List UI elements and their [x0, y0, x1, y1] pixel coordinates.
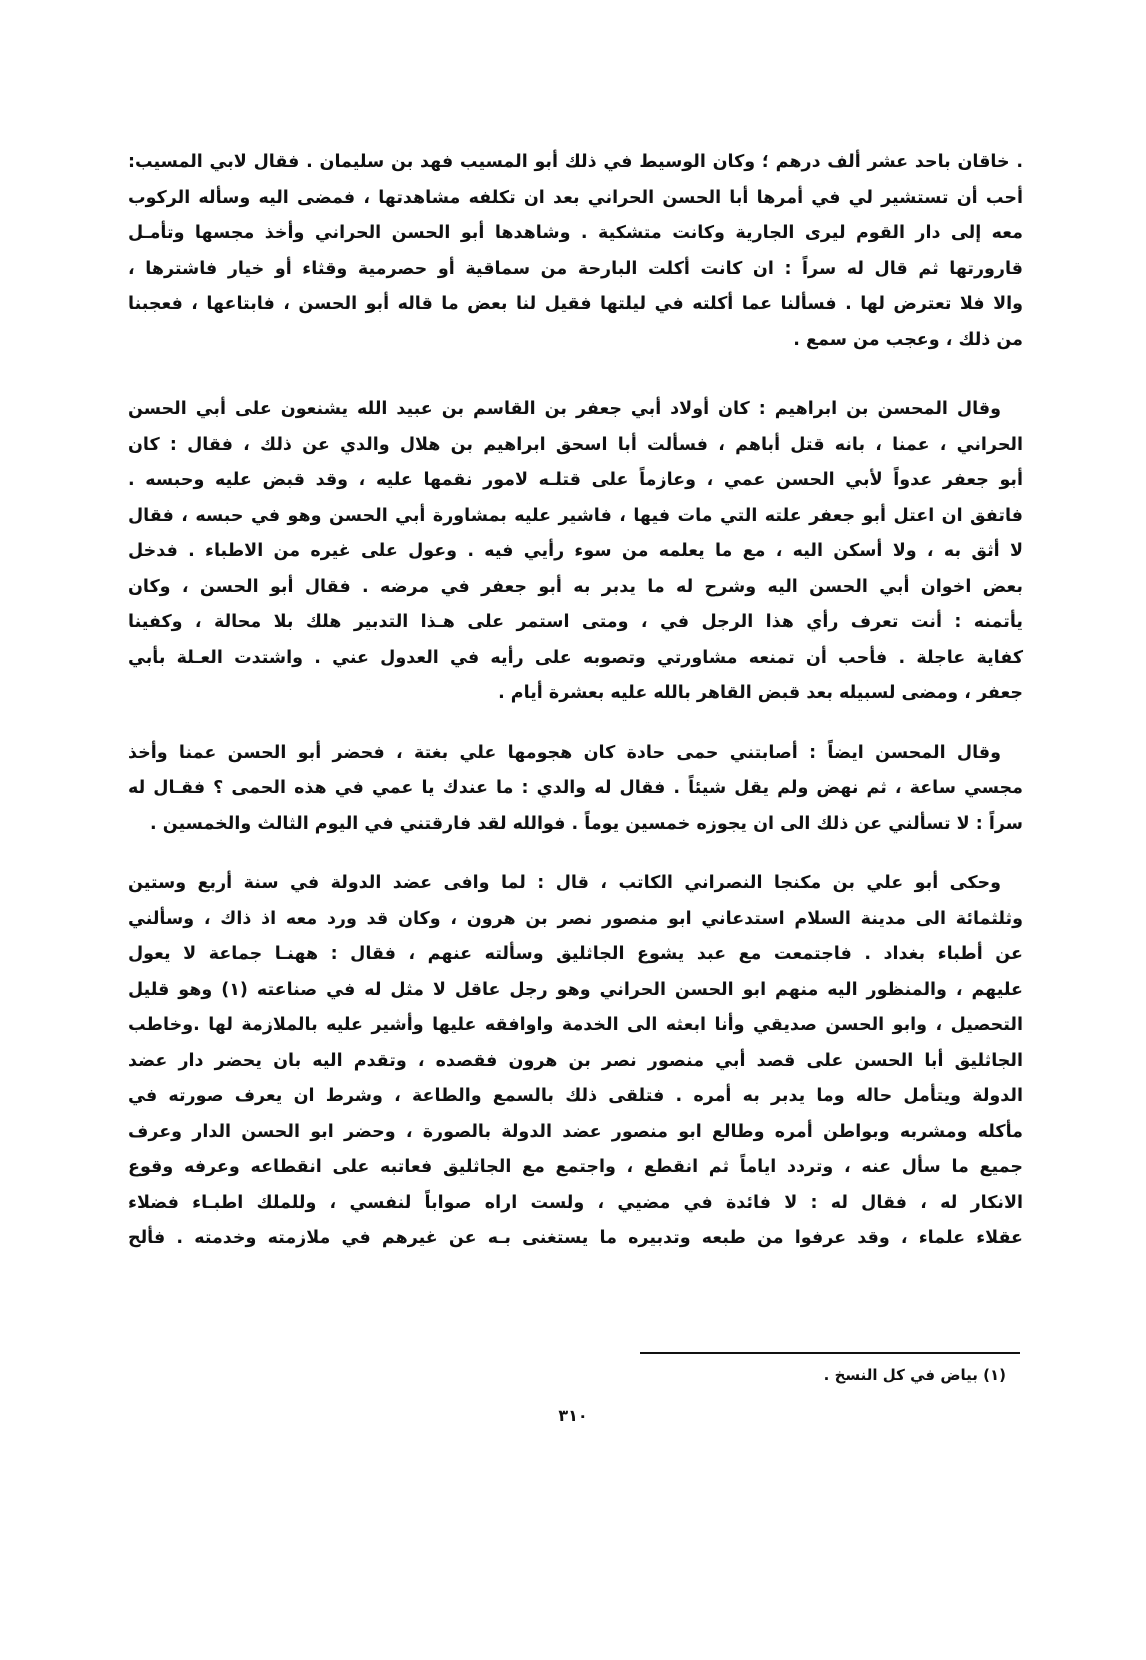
text-line: وحكى أبو علي بن مكنجا النصراني الكاتب ، قال : لما وافى عضد الدولة في سنة أربع وستين	[128, 873, 1001, 893]
text-line: لا أثق به ، ولا أسكن اليه ، مع ما يعلمه من سوء رأيي فيه . وعول على غيره من الاطباء . فدخل	[128, 541, 1023, 561]
text-line: مأكله ومشربه وبواطن أمره وطالع ابو منصور عضد الدولة بالصورة ، وحضر ابو الحسن الدار وعرف	[128, 1121, 1023, 1142]
text-line: قارورتها ثم قال له سراً : ان كانت أكلت البارحة من سماقية أو حصرمية وقثاء أو خيار فاشترها ،	[128, 258, 1023, 279]
text-line: من ذلك ، وعجب من سمع .	[793, 329, 1023, 350]
text-line: كفاية عاجلة . فأحب أن تمنعه مشاورتي وتصوبه على رأيه في العدول عني . واشتدت العـلة بأبي	[128, 647, 1023, 668]
text-line: أحب أن تستشير لي في أمرها أبا الحسن الحراني بعد ان تكلفه مشاهدتها ، فمضى اليه وسأله الركوب	[128, 187, 1023, 208]
text-line: والا فلا تعترض لها . فسألنا عما أكلته في ليلتها فقيل لنا بعض ما قاله أبو الحسن ، فابتاعها ، فعجبنا	[128, 294, 1023, 314]
text-line: الانكار له ، فقال له : لا فائدة في مضيي ، ولست اراه صواباً لنفسي ، وللملك اطبـاء فضلاء	[128, 1192, 1023, 1213]
text-line: بعض اخوان أبي الحسن اليه وشرح له ما يدبر به أبو جعفر في مرضه . فقال أبو الحسن ، وكان	[128, 576, 1023, 597]
text-line: الجاثليق أبا الحسن على قصد أبي منصور نصر بن هرون فقصده ، وتقدم اليه بان يحضر دار عضد	[128, 1050, 1023, 1071]
text-line: فاتفق ان اعتل أبو جعفر علته التي مات فيها ، فاشير عليه بمشاورة أبي الحسن وهو في حبسه ، فقال	[128, 505, 1023, 526]
footnote-divider	[640, 1352, 1020, 1354]
text-line: أبو جعفر عدواً لأبي الحسن عمي ، وعازماً على قتلـه لامور نقمها عليه ، وقد قبض عليه وحبسه .	[128, 470, 1023, 490]
text-line: عليهم ، والمنظور اليه منهم ابو الحسن الحراني وهو رجل عاقل لا مثل له في صناعته (١) وهو قليل	[128, 979, 1023, 1000]
paragraph-gap	[128, 712, 1023, 736]
text-line: جميع ما سأل عنه ، وتردد اياماً ثم انقطع ، واجتمع مع الجاثليق فعاتبه على انقطاعه وعرفه وقوع	[128, 1157, 1023, 1177]
paragraph	[128, 736, 1023, 843]
text-line: عقلاء علماء ، وقد عرفوا من طبعه وتدبيره ما يستغنى بـه عن غيرهم في ملازمته وخدمته . فألح	[128, 1228, 1023, 1248]
text-line: يأتمنه : أنت تعرف رأي هذا الرجل في ، ومتى استمر على هـذا التدبير هلك بلا محالة ، وكفينا	[128, 612, 1023, 632]
page-body	[128, 145, 1023, 1257]
page-number: ٣١٠	[558, 1406, 588, 1425]
text-line: . خاقان باحد عشر ألف درهم ؛ وكان الوسيط في ذلك أبو المسيب فهد بن سليمان . فقال لابي المسيب:	[128, 152, 1023, 172]
text-line: وثلثمائة الى مدينة السلام استدعاني ابو منصور نصر بن هرون ، وكان قد ورد معه اذ ذاك ، وسألني	[128, 908, 1023, 929]
text-line: جعفر ، ومضى لسبيله بعد قبض القاهر بالله عليه بعشرة أيام .	[498, 683, 1023, 703]
paragraph-gap	[128, 842, 1023, 866]
text-line: وقال المحسن ايضاً : أصابتني حمى حادة كان هجومها علي بغتة ، فحضر أبو الحسن عمنا وأخذ	[128, 742, 1001, 763]
paragraph-gap	[128, 358, 1023, 392]
paragraph	[128, 866, 1023, 1257]
paragraph	[128, 392, 1023, 712]
text-line: وقال المحسن بن ابراهيم : كان أولاد أبي جعفر بن القاسم بن عبيد الله يشنعون على أبي الحسن	[128, 399, 1001, 419]
text-line: التحصيل ، وابو الحسن صديقي وأنا ابعثه الى الخدمة واوافقه عليها وأشير عليه بالملازمة لها .وخاطب	[128, 1015, 1023, 1035]
text-line: سراً : لا تسألني عن ذلك الى ان يجوزه خمسين يوماً . فوالله لقد فارقتني في اليوم الثالث والخمسين .	[150, 813, 1023, 834]
text-line: معه إلى دار القوم ليرى الجارية وكانت متشكية . وشاهدها أبو الحسن الحراني وأخذ مجسها وتأمـل	[128, 223, 1023, 243]
text-line: الدولة ويتأمل حاله وما يدبر به أمره . فتلقى ذلك بالسمع والطاعة ، وشرط ان يعرف صورته في	[128, 1086, 1023, 1106]
paragraph	[128, 145, 1023, 358]
text-line: الحراني ، عمنا ، بانه قتل أباهم ، فسألت أبا اسحق ابراهيم بن هلال والدي عن ذلك ، فقال : كان	[128, 434, 1023, 455]
footnote: (١) بياض في كل النسخ .	[823, 1366, 1006, 1384]
text-line: عن أطباء بغداد . فاجتمعت مع عبد يشوع الجاثليق وسألته عنهم ، فقال : ههنـا جماعة لا يعول	[128, 944, 1023, 964]
text-line: مجسي ساعة ، ثم نهض ولم يقل شيئاً . فقال له والدي : ما عندك يا عمي في هذه الحمى ؟ فقـال له	[128, 778, 1023, 798]
